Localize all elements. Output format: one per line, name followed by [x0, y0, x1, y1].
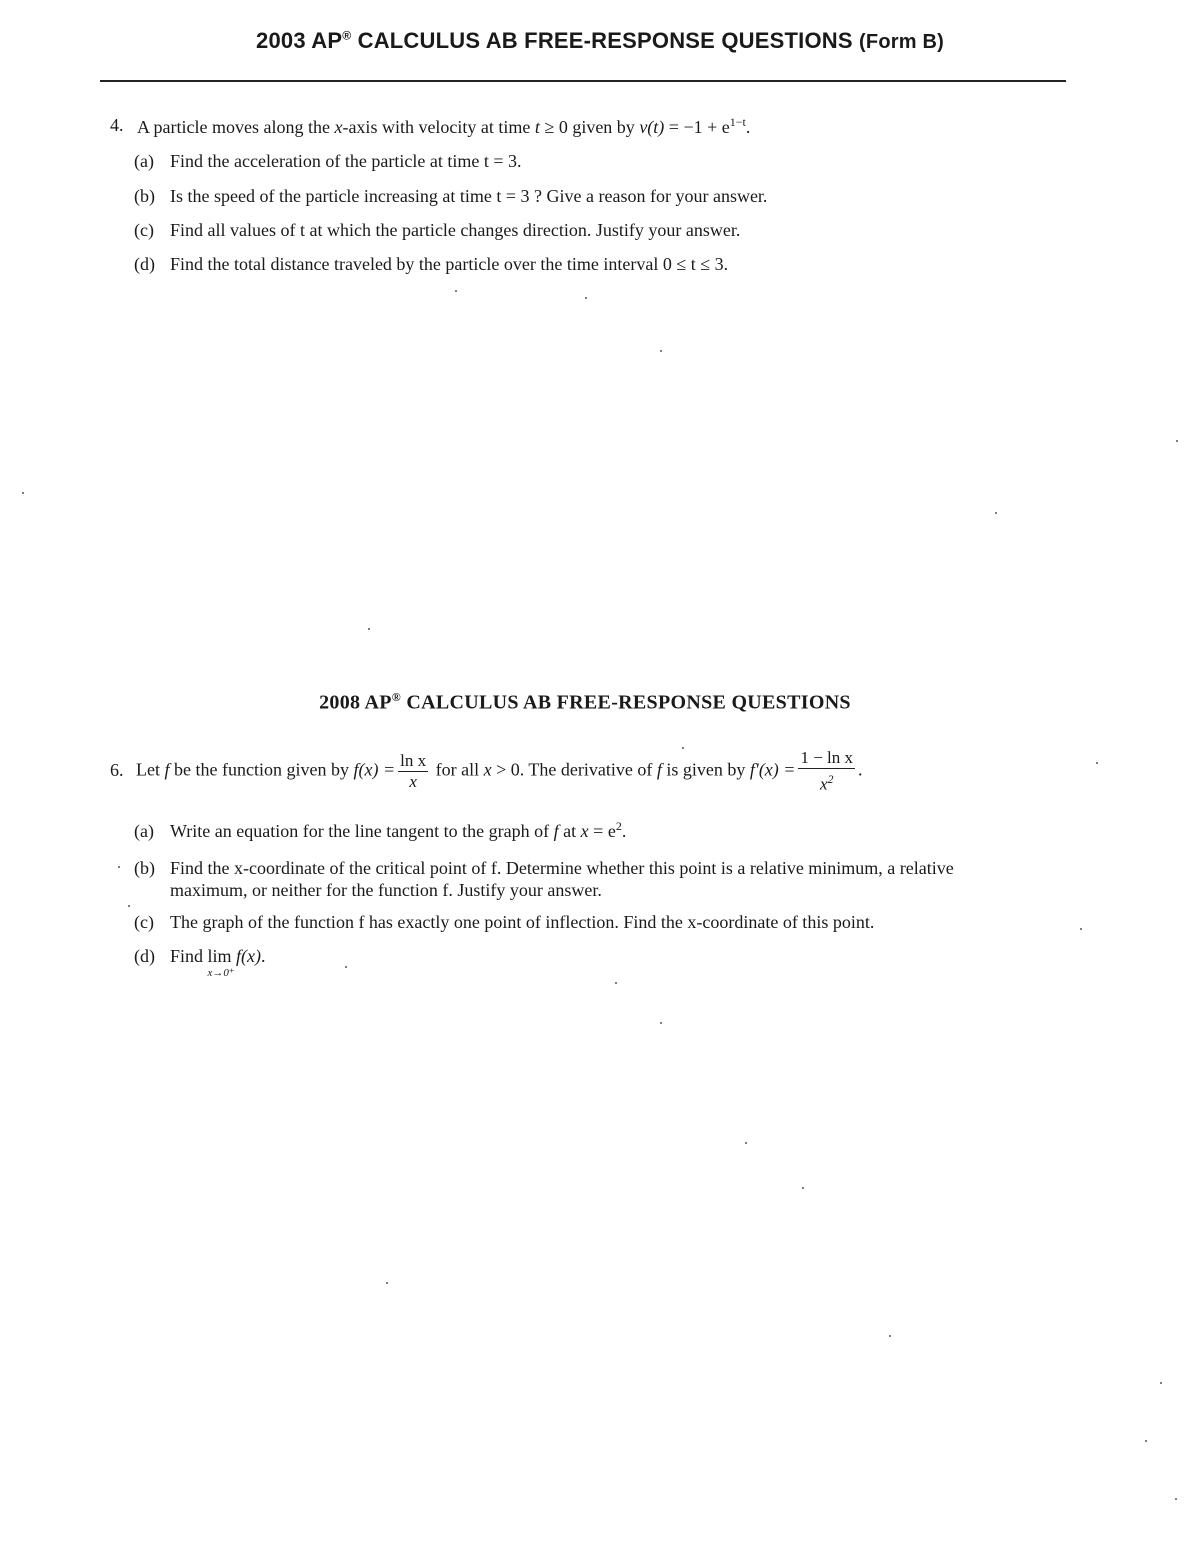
q4-part-c	[134, 220, 740, 241]
q6-stem-d: > 0. The derivative of	[491, 759, 657, 780]
q6-frac2-den	[798, 769, 855, 795]
q6-part-b-line1: Find the x-coordinate of the critical point of f. Determine whether this point is a relative minimum, a relative	[170, 858, 954, 878]
header-2003-form: (Form B)	[859, 31, 944, 53]
header-2003	[0, 28, 1200, 54]
scan-speck	[889, 1335, 891, 1337]
q6-part-b	[134, 858, 954, 879]
q6-part-c	[134, 912, 874, 933]
header-2008-year: 2008	[319, 691, 361, 714]
header-2003-title: CALCULUS AB FREE-RESPONSE QUESTIONS	[351, 28, 860, 53]
q6-part-a-text: Write an equation for the line tangent to the graph of	[170, 821, 554, 841]
q4-part-a	[134, 151, 522, 172]
registered-mark-2: ®	[391, 690, 402, 704]
q6-part-d-end: .	[261, 946, 266, 966]
q6-var-f: f	[164, 759, 170, 780]
header-2003-ap: AP	[311, 28, 343, 53]
q4-part-b-label: (b)	[134, 186, 155, 206]
q6-stem-b: be the function given by	[169, 759, 354, 780]
header-2003-year: 2003	[256, 28, 306, 53]
q6-part-b-continued	[170, 880, 602, 901]
question-6-stem	[136, 748, 863, 795]
scan-speck	[22, 492, 24, 494]
q6-part-a-end: .	[621, 821, 627, 841]
q4-part-c-label: (c)	[134, 220, 154, 240]
q4-part-d-text: Find the total distance traveled by the particle over the time interval 0 ≤ t ≤ 3.	[170, 254, 729, 274]
header-rule	[100, 80, 1066, 82]
q6-var-x: x	[483, 759, 492, 780]
q6-part-d-fx: f(x)	[231, 946, 262, 966]
q6-frac1-num: ln x	[400, 750, 427, 770]
q6-fraction-lnx-over-x	[398, 751, 428, 792]
q6-limit-word: lim	[207, 946, 232, 966]
header-2008-title: CALCULUS AB FREE-RESPONSE QUESTIONS	[401, 691, 851, 714]
q4-var-t: t	[534, 117, 540, 137]
q6-part-a-mid: at	[558, 821, 581, 841]
scan-speck	[1175, 1498, 1177, 1500]
q6-part-b-line2: maximum, or neither for the function f. Justify your answer.	[170, 880, 602, 900]
scan-speck	[660, 350, 662, 352]
q6-limit	[207, 946, 235, 979]
registered-mark: ®	[342, 28, 352, 43]
q4-stem-cond: ≥ 0 given by	[539, 117, 640, 137]
scan-speck	[660, 1022, 662, 1024]
q6-var-f2: f	[656, 759, 662, 780]
question-4-stem	[137, 115, 750, 138]
q6-part-b-label: (b)	[134, 858, 155, 878]
q4-part-b	[134, 186, 767, 207]
q6-part-d-label: (d)	[134, 946, 155, 966]
scan-speck	[1145, 1440, 1147, 1442]
header-2008-ap: AP	[364, 691, 392, 714]
header-2008	[0, 690, 1170, 715]
q6-limit-sub: x→0⁺	[207, 967, 235, 979]
q6-part-c-text: The graph of the function f has exactly one point of inflection. Find the x-coordinate of this point.	[170, 912, 875, 932]
q6-function-def: f(x) =	[353, 759, 396, 780]
q4-stem-end: .	[745, 117, 751, 137]
q4-stem-mid: -axis with velocity at time	[342, 117, 535, 137]
scan-speck	[1176, 440, 1178, 442]
scan-speck	[386, 1282, 388, 1284]
q4-part-a-label: (a)	[134, 151, 154, 171]
scan-speck	[368, 628, 370, 630]
question-6-number: 6.	[110, 760, 124, 780]
q4-var-x: x	[334, 117, 343, 137]
q6-stem-e: is given by	[661, 759, 750, 780]
q6-part-a-exp: 2	[615, 819, 622, 833]
q6-part-d-text: Find	[170, 946, 208, 966]
scan-speck	[1096, 762, 1098, 764]
q4-part-b-text: Is the speed of the particle increasing at time t = 3 ? Give a reason for your answer.	[170, 186, 768, 206]
q4-exponent: 1−t	[729, 115, 746, 129]
q4-part-a-text: Find the acceleration of the particle at time t = 3.	[170, 151, 522, 171]
q4-part-d-label: (d)	[134, 254, 155, 274]
scan-speck	[585, 297, 587, 299]
q6-frac1-den: x	[409, 771, 417, 791]
q6-part-a-f: f	[553, 821, 559, 841]
q6-frac2-den-exp: 2	[827, 772, 834, 786]
q6-part-d	[134, 946, 266, 979]
q6-derivative-def: f′(x) =	[749, 759, 796, 780]
scan-speck	[745, 1142, 747, 1144]
scan-speck	[128, 905, 130, 907]
q4-stem-eq: = −1 + e	[664, 117, 730, 137]
q6-frac2-num: 1 − ln x	[800, 748, 853, 767]
q4-part-c-text: Find all values of t at which the particle changes direction. Justify your answer.	[170, 220, 741, 240]
q4-velocity: v(t)	[639, 117, 665, 137]
q4-stem-text: A particle moves along the	[137, 117, 335, 137]
q6-frac2-den-base: x	[819, 774, 828, 794]
q6-part-a-label: (a)	[134, 821, 154, 841]
q6-part-a-x: x	[580, 821, 589, 841]
q4-part-d	[134, 254, 728, 275]
scan-speck	[1080, 928, 1082, 930]
q6-stem-c: for all	[431, 759, 484, 780]
scan-speck	[615, 982, 617, 984]
q6-stem-end: .	[858, 759, 863, 780]
q6-part-a	[134, 819, 626, 842]
scan-speck	[995, 512, 997, 514]
scan-speck	[682, 747, 684, 749]
scan-speck	[455, 290, 457, 292]
q6-part-a-eq: = e	[588, 821, 616, 841]
q6-fraction-derivative	[798, 748, 855, 795]
scan-speck	[118, 866, 120, 868]
question-4-number: 4.	[110, 115, 124, 135]
scan-speck	[1160, 1382, 1162, 1384]
scan-speck	[802, 1187, 804, 1189]
q6-part-c-label: (c)	[134, 912, 154, 932]
q6-stem-a: Let	[136, 759, 165, 780]
scan-speck	[345, 966, 347, 968]
